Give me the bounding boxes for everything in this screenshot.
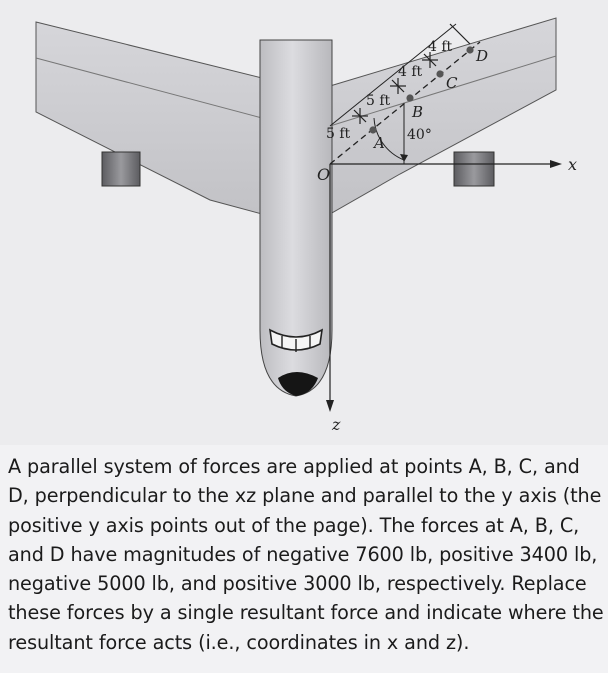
point-c-label: C xyxy=(446,74,458,92)
x-axis-arrow xyxy=(550,160,562,168)
dimension-label-bc: 4 ft xyxy=(398,64,423,80)
dimension-label-oa: 5 ft xyxy=(326,126,351,142)
point-d-label: D xyxy=(476,47,489,65)
dimension-label-ab: 5 ft xyxy=(366,93,391,109)
z-axis-label: z xyxy=(332,415,341,434)
point-c-marker xyxy=(436,70,443,77)
point-d-marker xyxy=(466,46,473,53)
point-a-marker xyxy=(369,126,376,133)
point-a-label: A xyxy=(374,134,385,152)
dimension-label-cd: 4 ft xyxy=(428,39,453,55)
point-b-label: B xyxy=(412,103,424,121)
problem-statement: A parallel system of forces are applied at points A, B, C, and D, perpendicular to the xz plane and parallel to the y axis (the positive y axis points out of the page). The forces at A, B, C, and D have magnitudes of negative 7600 lb, positive 3400 lb, negative 5000 lb, and positive 3000 lb, respectively. Replace these forces by a single resultant force and indicate where the resultant force acts (i.e., coordinates in x and z). xyxy=(8,455,604,654)
x-axis-label: x xyxy=(568,155,578,174)
right-engine xyxy=(454,152,494,186)
z-axis-arrow xyxy=(326,400,334,412)
origin-label: O xyxy=(317,165,331,184)
point-b-marker xyxy=(406,94,413,101)
left-wing xyxy=(36,22,262,214)
left-engine xyxy=(102,152,140,186)
angle-label: 40° xyxy=(407,127,432,143)
